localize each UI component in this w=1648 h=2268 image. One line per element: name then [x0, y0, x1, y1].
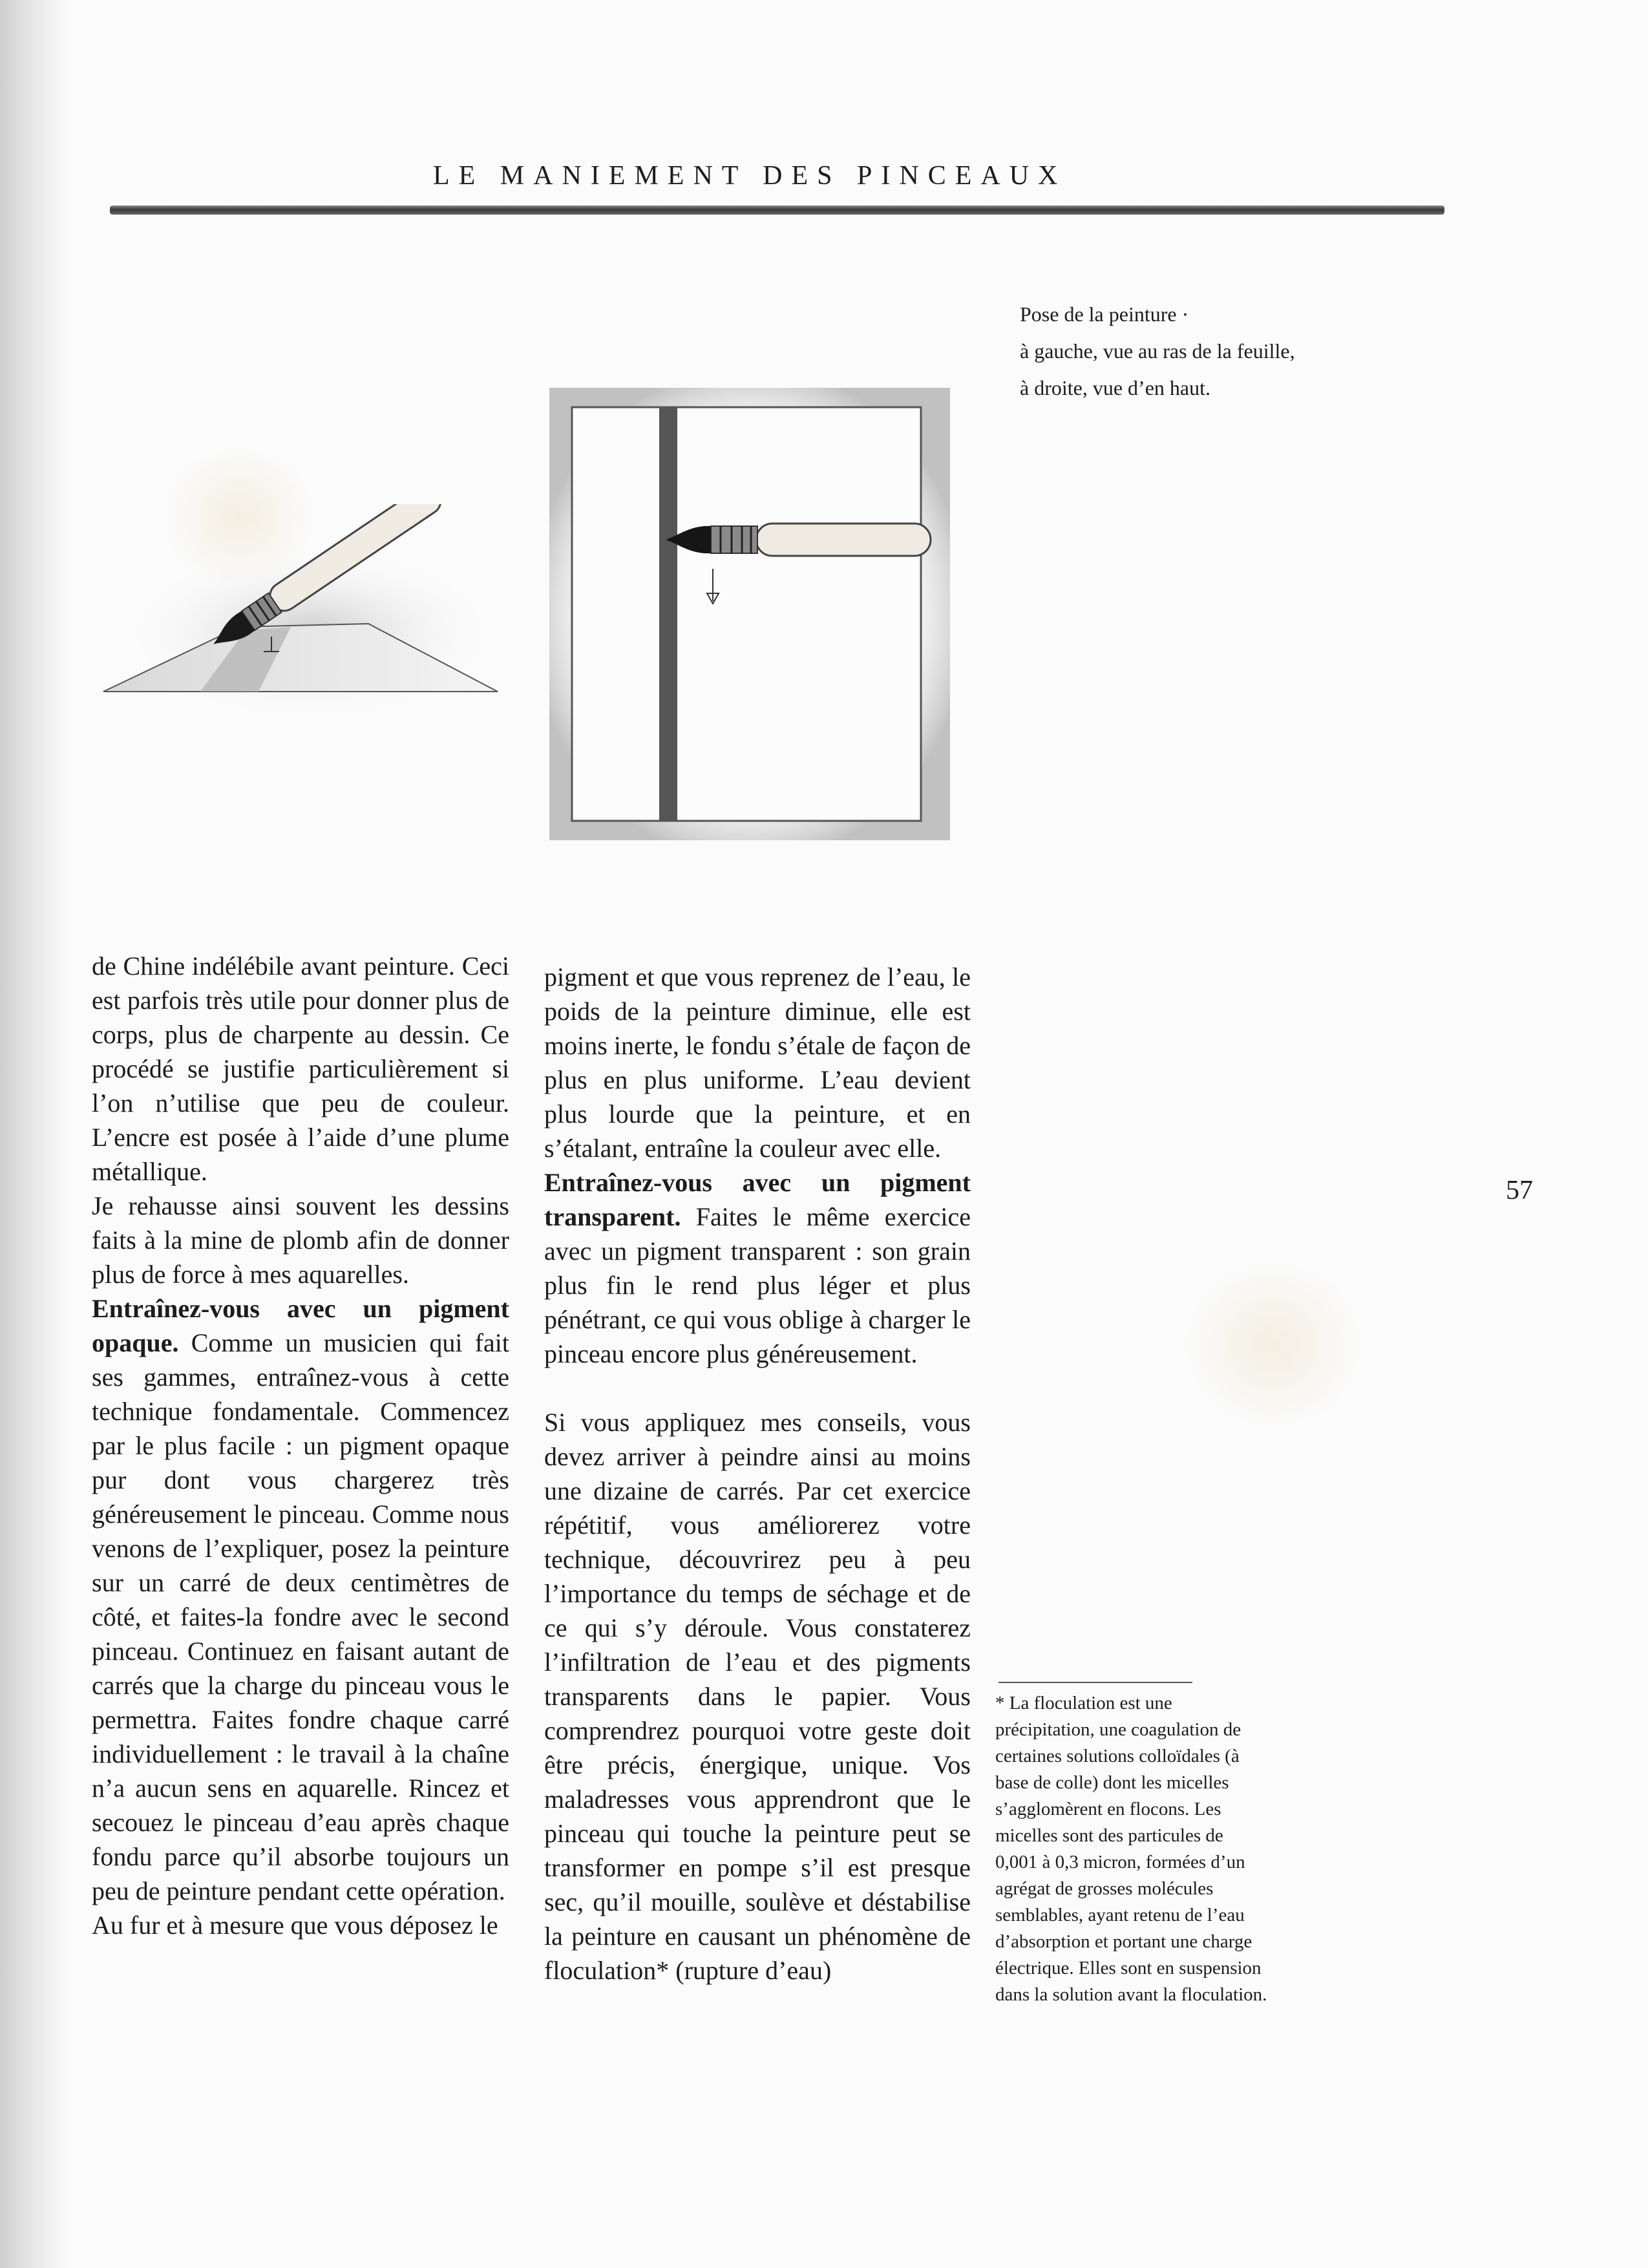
caption-line: à droite, vue d’en haut.: [1020, 376, 1210, 399]
paragraph: Je rehausse ainsi souvent les dessins faits à la mine de plomb afin de donner plus de force à mes aquarelles.: [92, 1191, 509, 1289]
paragraph: de Chine indélébile avant peinture. Ceci est parfois très utile pour donner plus de corps, plus de charpente au dessin. Ce procédé se justifie particulièrement si l’on n’utilise que peu de couleur. L’encre est posée à l’aide d’une plume métallique.: [92, 951, 509, 1186]
paper-stain: [1176, 1267, 1370, 1422]
brush-side-view-illustration: [97, 504, 511, 737]
paragraph: [544, 1165, 971, 1371]
paragraph: pigment et que vous reprenez de l’eau, le poids de la peinture diminue, elle est moins inerte, le fondu s’étale de façon de plus en plus uniforme. L’eau devient plus lourde que la peinture, et en s’étalant, entraîne la couleur avec elle.: [544, 962, 971, 1163]
caption-line: Pose de la peinture ·: [1020, 302, 1189, 326]
text-column-left: [92, 949, 509, 1942]
paragraph-heading: Entraînez-vous avec un pigment transparent.: [544, 1168, 971, 1231]
figure-caption: [1020, 296, 1382, 407]
paragraph-body: Faites le même exercice avec un pigment transparent : son grain plus fin le rend plus léger et plus pénétrant, ce qui vous oblige à charger le pinceau encore plus généreusement.: [544, 1202, 971, 1368]
footnote: * La floculation est une précipitation, une coagulation de certaines solutions colloïdales (à base de colle) dont les micelles s’agglomèrent en flocons. Les micelles sont des particules de 0,001 à 0,3 micron, formées d’un agrégat de grosses molécules semblables, ayant retenu de l’eau d’absorption et portant une charge électrique. Elles sont en suspension dans la solution avant la floculation.: [995, 1693, 1267, 2005]
paragraph-heading: Entraînez-vous avec un pigment opaque.: [92, 1294, 509, 1357]
brush-top-view-illustration: [549, 388, 950, 840]
paragraph: [92, 1291, 509, 1908]
paragraph-body: Comme un musicien qui fait ses gammes, entraînez-vous à cette technique fondamentale. Commencez par le plus facile : un pigment opaque pur dont vous chargerez très généreusement le pinceau. Comme nous venons de l’expliquer, posez la peinture sur un carré de deux centimètres de côté, et faites-la fondre avec le second pinceau. Continuez en faisant autant de carrés que la charge du pinceau vous le permettra. Faites fondre chaque carré individuellement : le travail à la chaîne n’a aucun sens en aquarelle. Rincez et secouez le pinceau d’eau après chaque fondu parce qu’il absorbe toujours un peu de peinture pendant cette opération.: [92, 1328, 509, 1905]
footnote-rule: [998, 1682, 1192, 1683]
scan-binding-shadow: [0, 0, 71, 2268]
paragraph: Si vous appliquez mes conseils, vous devez arriver à peindre ainsi au moins une dizaine de carrés. Par cet exercice répétitif, vous améliorerez votre technique, découvrirez peu à peu l’importance du temps de séchage et de ce qui s’y déroule. Vous constaterez l’infiltration de l’eau et des pigments transparents dans le papier. Vous comprendrez pourquoi votre geste doit être précis, énergique, unique. Vos maladresses vous apprendront que le pinceau qui touche la peinture peut se transformer en pompe s’il est presque sec, qu’il mouille, soulève et déstabilise la peinture en causant un phénomène de floculation* (rupture d’eau): [544, 1408, 971, 1985]
running-header-title: LE MANIEMENT DES PINCEAUX: [433, 161, 1067, 191]
caption-line: à gauche, vue au ras de la feuille,: [1020, 339, 1295, 363]
text-column-middle: [544, 960, 971, 1987]
paragraph-spacer: [544, 1371, 971, 1405]
paragraph: Au fur et à mesure que vous déposez le: [92, 1911, 498, 1940]
page-number: 57: [1506, 1176, 1533, 1205]
header-rule: [110, 206, 1444, 215]
